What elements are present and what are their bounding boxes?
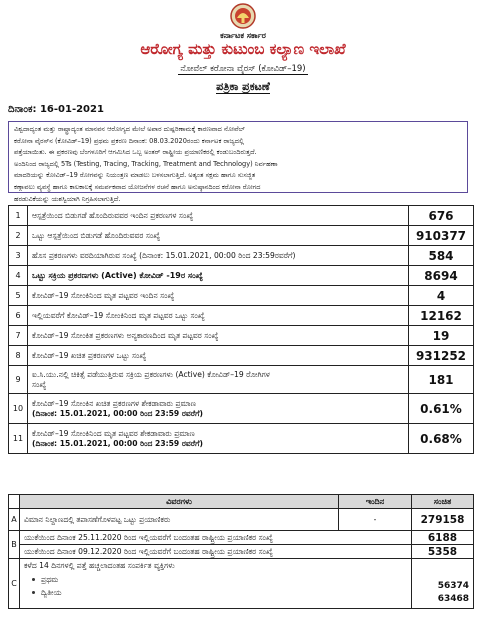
row-label-sub: (ದಿನಾಂಕ: 15.01.2021, 00:00 ರಿಂದ 23:59 ರವರೆಗೆ) (32, 408, 203, 418)
intro-paragraph (8, 121, 468, 203)
row-label-line: ಕೋವಿಡ್–19 ಸೋಂಕಿನ ಖಚಿತ ಪ್ರಕರಣಗಳ ಶೇಕಡಾವಾರು ಪ್ರಮಾಣ (32, 398, 196, 408)
row-number: 11 (9, 424, 28, 454)
table-row (9, 286, 474, 306)
table-row (9, 206, 474, 226)
row-label: ಕೋವಿಡ್–19 ಖಚಿತ ಪ್ರಕರಣಗಳ ಒಟ್ಟು ಸಂಖ್ಯೆ (28, 346, 409, 366)
contacts-primary-label: ಪ್ರಥಮ (41, 575, 59, 584)
press-release-heading (0, 80, 486, 94)
contacts-secondary-label: ದ್ವಿತೀಯ (41, 588, 62, 597)
table-row (9, 394, 474, 424)
table-row (9, 306, 474, 326)
intro-line: ಅಂದಿನಿಂದ ರಾಜ್ಯದಲ್ಲಿ 5Ts (Testing, Tracing, Tracking, Treatment and Technology) ನಿರ್ವಹಣಾ (14, 159, 278, 168)
row-letter: C (9, 559, 20, 609)
contacts-primary-total: 56374 (437, 581, 469, 591)
row-label (20, 559, 412, 609)
row-today: - (339, 509, 412, 531)
row-label: ಒಟ್ಟು ಸಕ್ರಿಯ ಪ್ರಕರಣಗಳು (Active) ಕೋವಿಡ್ -19ರ ಸಂಖ್ಯೆ (28, 266, 409, 286)
row-value: 12162 (409, 306, 474, 326)
header-blank (9, 495, 20, 509)
table-row (9, 424, 474, 454)
row-label: ಒಟ್ಟು ಆಸ್ಪತ್ರೆಯಿಂದ ಬಿಡುಗಡೆ ಹೊಂದಿರುವವರ ಸಂಖ್ಯೆ (28, 226, 409, 246)
intro-line: ಪತ್ತೆಯಾಯಿತು. ಈ ಪ್ರಕರಣವು ಬೆಂಗಳೂರಿಗೆ ಆಗಮಿಸಿದ ಒಬ್ಬ ಅಂತರ್ ರಾಷ್ಟ್ರೀಯ ಪ್ರಯಾಣಿಕರಲ್ಲಿ ಕಂಡುಬಂದಿರುತ್ತದೆ. (14, 148, 257, 157)
row-label (28, 394, 409, 424)
row-value: 8694 (409, 266, 474, 286)
row-number: 9 (9, 366, 28, 394)
row-number: 6 (9, 306, 28, 326)
row-label (28, 424, 409, 454)
contacts-label: ಕಳೆದ 14 ದಿನಗಳಲ್ಲಿ ಪತ್ತೆ ಹಚ್ಚಲಾದಂತಹ ಸಂಪರ್ಕಿತ ವ್ಯಕ್ತಿಗಳು (24, 561, 175, 570)
table-row (9, 366, 474, 394)
bullet-icon (32, 578, 35, 581)
contacts-secondary (24, 588, 407, 598)
table-row (9, 266, 474, 286)
intro-line: ಹರಡುವಿಕೆಯನ್ನು ಯಶಸ್ವಿಯಾಗಿ ನಿಗ್ರಹಿಸಲಾಗುತ್ತಿದೆ. (14, 194, 121, 203)
table-row (9, 509, 474, 531)
row-letter: A (9, 509, 20, 531)
table-row (9, 226, 474, 246)
karnataka-emblem-icon (226, 2, 260, 30)
row-total: 6188 (412, 531, 474, 545)
row-value: 4 (409, 286, 474, 306)
intro-line: ವಿಶ್ವದಾದ್ಯಂತ ಮತ್ತು ರಾಷ್ಟ್ರಾದ್ಯಂತ ಮಾನವನ ಆರೋಗ್ಯದ ಮೇಲೆ ಅಪಾರ ದುಷ್ಪರಿಣಾಮಕ್ಕೆ ಕಾರಣವಾದ ನೋವೆಲ್ (14, 125, 245, 133)
intro-line: ಕರೋನಾ ವೈರಸ್‌ನ (ಕೋವಿಡ್–19) ಪ್ರಥಮ ಪ್ರಕರಣ ದಿನಾಂಕ: 08.03.2020ರಂದು ಕರ್ನಾಟಕ ರಾಜ್ಯದಲ್ಲಿ (14, 136, 244, 145)
row-label-sub: (ದಿನಾಂಕ: 15.01.2021, 00:00 ರಿಂದ 23:59 ರವರೆಗೆ) (32, 438, 203, 448)
row-label: ಕೋವಿಡ್–19 ಸೋಂಕಿನಿಂದ ಮೃತ ಪಟ್ಟವರ ಇಂದಿನ ಸಂಖ್ಯೆ (28, 286, 409, 306)
table-row (9, 545, 474, 559)
contacts-secondary-total: 63468 (437, 594, 469, 604)
row-number: 2 (9, 226, 28, 246)
row-value: 584 (409, 246, 474, 266)
row-label: ವಿಮಾನ ನಿಲ್ದಾಣದಲ್ಲಿ ತಪಾಸಣೆಗೊಳಪಟ್ಟ ಒಟ್ಟು ಪ್ರಯಾಣಿಕರು (20, 509, 339, 531)
row-number: 5 (9, 286, 28, 306)
row-number: 1 (9, 206, 28, 226)
press-release-text: ಪತ್ರಿಕಾ ಪ್ರಕಟಣೆ (216, 80, 270, 93)
header-today: ಇಂದಿನ (339, 495, 412, 509)
row-value: 181 (409, 366, 474, 394)
row-value: 931252 (409, 346, 474, 366)
novel-corona-text: ನೋವೆಲ್ ಕರೋನಾ ವೈರಸ್ (ಕೋವಿಡ್–19) (180, 64, 306, 74)
row-number: 4 (9, 266, 28, 286)
row-label (28, 366, 409, 394)
row-value: 0.61% (409, 394, 474, 424)
release-date: ದಿನಾಂಕ: 16-01-2021 (8, 104, 104, 115)
row-label-line: ಐ.ಸಿ.ಯು.ನಲ್ಲಿ ಚಿಕಿತ್ಸೆ ಪಡೆಯುತ್ತಿರುವ ಸಕ್ರಿಯ ಪ್ರಕರಣಗಳು (Active) ಕೋವಿಡ್–19 ರೋಗಿಗಳ (32, 369, 270, 379)
row-number: 10 (9, 394, 28, 424)
row-value: 676 (409, 206, 474, 226)
department-title: ಆರೋಗ್ಯ ಮತ್ತು ಕುಟುಂಬ ಕಲ್ಯಾಣ ಇಲಾಖೆ (140, 40, 346, 58)
row-total: 279158 (412, 509, 474, 531)
novel-corona-subtitle (0, 64, 486, 74)
row-label: ಕೋವಿಡ್–19 ಸೋಂಕಿತ ಪ್ರಕರಣಗಳು ಅನ್ಯಕಾರಣದಿಂದ ಮೃತ ಪಟ್ಟವರ ಸಂಖ್ಯೆ (28, 326, 409, 346)
row-number: 8 (9, 346, 28, 366)
row-label: ಆಸ್ಪತ್ರೆಯಿಂದ ಬಿಡುಗಡೆ ಹೊಂದಿರುವವರ ಇಂದಿನ ಪ್ರಕರಣಗಳ ಸಂಖ್ಯೆ (28, 206, 409, 226)
contacts-primary (24, 575, 407, 585)
row-label-sub: ಸಂಖ್ಯೆ (32, 379, 47, 389)
row-number: 7 (9, 326, 28, 346)
contacts-totals (412, 559, 474, 609)
row-value: 19 (409, 326, 474, 346)
row-letter: B (9, 531, 20, 559)
stats-table (8, 205, 474, 454)
row-label: ಯುಕೆಯಿಂದ ದಿನಾಂಕ 09.12.2020 ರಿಂದ ಇಲ್ಲಿಯವರೆಗೆ ಬಂದಂತಹ ರಾಷ್ಟ್ರೀಯ ಪ್ರಯಾಣಿಕರ ಸಂಖ್ಯೆ (20, 545, 412, 559)
table-header-row (9, 495, 474, 509)
details-table (8, 494, 474, 609)
row-value: 0.68% (409, 424, 474, 454)
bullet-icon (32, 591, 35, 594)
row-label: ಹೊಸ ಪ್ರಕರಣಗಳು ವರದಿಯಾಗಿರುವ ಸಂಖ್ಯೆ (ದಿನಾಂಕ: 15.01.2021, 00:00 ರಿಂದ 23:59ರವರೆಗೆ) (28, 246, 409, 266)
row-value: 910377 (409, 226, 474, 246)
row-label: ಇಲ್ಲಿಯವರೆಗೆ ಕೋವಿಡ್–19 ಸೋಂಕಿನಿಂದ ಮೃತ ಪಟ್ಟವರ ಒಟ್ಟು ಸಂಖ್ಯೆ (28, 306, 409, 326)
table-row (9, 326, 474, 346)
table-row (9, 531, 474, 545)
intro-line: ಕಣ್ಗಾವಲು ವ್ಯವಸ್ಥೆ ಹಾಗೂ ಕಾಲಕಾಲಕ್ಕೆ ಸಮರ್ಪಕವಾದ ಯೋಜನೆಗಳ ರಚನೆ ಹಾಗೂ ಅನುಷ್ಠಾನದಿಂದ ಕರೋನಾ ರೋಗದ (14, 182, 261, 191)
table-row (9, 246, 474, 266)
intro-line: ಮಾದರಿಯನ್ನು ಕೋವಿಡ್–19 ರೋಗವನ್ನು ನಿಯಂತ್ರಣ ಮಾಡಲು ಬಳಸಲಾಗುತ್ತಿದೆ. ಅತ್ಯಂತ ಸಕ್ಷಮ ಹಾಗೂ ಸುಸಜ್ಜಿತ (14, 171, 256, 180)
row-number: 3 (9, 246, 28, 266)
row-total: 5358 (412, 545, 474, 559)
table-row (9, 346, 474, 366)
table-row (9, 559, 474, 609)
row-label-line: ಕೋವಿಡ್–19 ಸೋಂಕಿನಿಂದ ಮೃತ ಪಟ್ಟವರ ಶೇಕಡಾವಾರು ಪ್ರಮಾಣ (32, 428, 195, 438)
government-name: ಕರ್ನಾಟಕ ಸರ್ಕಾರ (220, 31, 266, 40)
header-details: ವಿವರಗಳು (20, 495, 339, 509)
header-total: ಸಂಚಿತ (412, 495, 474, 509)
row-label: ಯುಕೆಯಿಂದ ದಿನಾಂಕ 25.11.2020 ರಿಂದ ಇಲ್ಲಿಯವರೆಗೆ ಬಂದಂತಹ ರಾಷ್ಟ್ರೀಯ ಪ್ರಯಾಣಿಕರ ಸಂಖ್ಯೆ (20, 531, 412, 545)
